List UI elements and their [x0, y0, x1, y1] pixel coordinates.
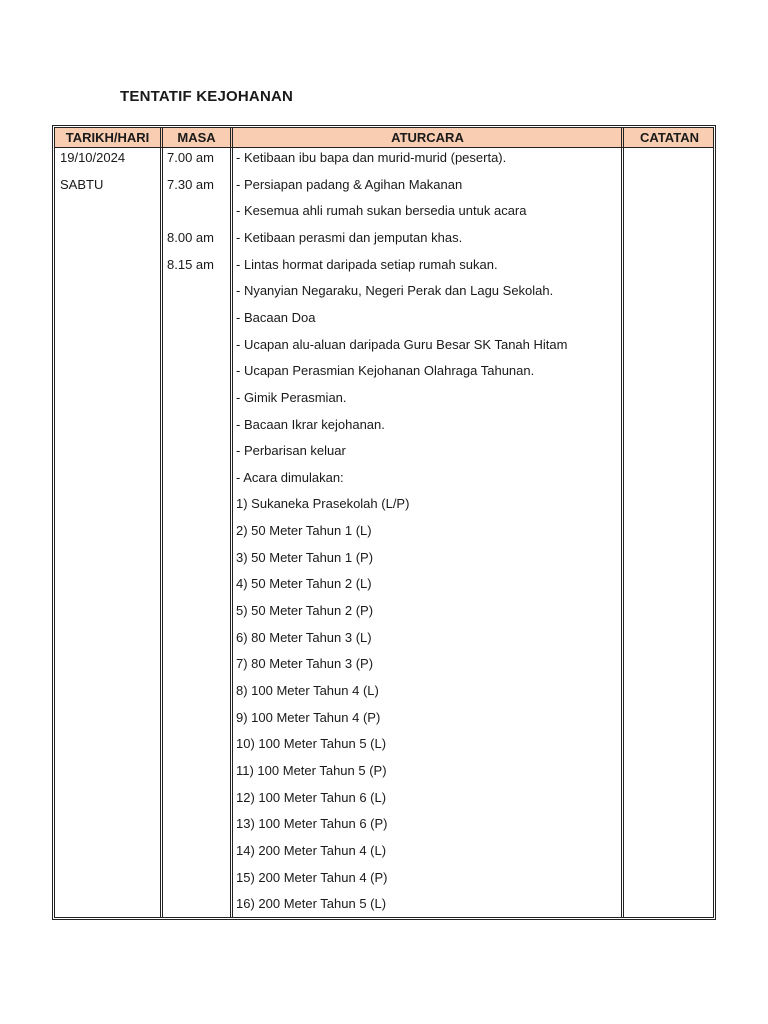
header-notes: CATATAN: [640, 130, 699, 145]
schedule-table-inner: [54, 127, 714, 918]
cell-program: - Ucapan Perasmian Kejohanan Olahraga Tahunan.: [236, 363, 535, 378]
cell-program: - Acara dimulakan:: [236, 470, 344, 485]
cell-program: 2) 50 Meter Tahun 1 (L): [236, 523, 372, 538]
cell-time: 7.00 am: [167, 150, 214, 165]
cell-program: 15) 200 Meter Tahun 4 (P): [236, 870, 388, 885]
column-divider-program: [621, 128, 624, 917]
schedule-table: [52, 125, 716, 920]
header-date: TARIKH/HARI: [65, 130, 150, 145]
cell-program: - Ucapan alu-aluan daripada Guru Besar SK Tanah Hitam: [236, 337, 568, 352]
cell-program: 7) 80 Meter Tahun 3 (P): [236, 656, 374, 671]
cell-date: 19/10/2024: [60, 150, 126, 165]
column-divider-date: [160, 128, 163, 917]
cell-time: 7.30 am: [167, 177, 214, 192]
cell-program: - Bacaan Doa: [236, 310, 316, 325]
cell-program: 10) 100 Meter Tahun 5 (L): [236, 736, 387, 751]
cell-program: - Ketibaan ibu bapa dan murid-murid (peserta).: [236, 150, 507, 165]
cell-program: 16) 200 Meter Tahun 5 (L): [236, 896, 387, 911]
page-title: TENTATIF KEJOHANAN: [120, 88, 294, 105]
header-program: ATURCARA: [391, 130, 464, 145]
cell-program: 8) 100 Meter Tahun 4 (L): [236, 683, 379, 698]
cell-program: 1) Sukaneka Prasekolah (L/P): [236, 496, 410, 511]
cell-program: 9) 100 Meter Tahun 4 (P): [236, 710, 381, 725]
cell-program: 4) 50 Meter Tahun 2 (L): [236, 576, 372, 591]
cell-program: - Lintas hormat daripada setiap rumah sukan.: [236, 257, 498, 272]
cell-program: - Ketibaan perasmi dan jemputan khas.: [236, 230, 463, 245]
cell-program: 5) 50 Meter Tahun 2 (P): [236, 603, 374, 618]
cell-program: 14) 200 Meter Tahun 4 (L): [236, 843, 387, 858]
cell-time: 8.15 am: [167, 257, 214, 272]
column-divider-notes: [715, 128, 716, 917]
cell-program: 12) 100 Meter Tahun 6 (L): [236, 790, 387, 805]
cell-program: - Nyanyian Negaraku, Negeri Perak dan Lagu Sekolah.: [236, 283, 554, 298]
cell-program: 11) 100 Meter Tahun 5 (P): [236, 763, 387, 778]
cell-program: - Gimik Perasmian.: [236, 390, 347, 405]
cell-program: - Persiapan padang & Agihan Makanan: [236, 177, 463, 192]
column-divider-time: [230, 128, 233, 917]
cell-program: 13) 100 Meter Tahun 6 (P): [236, 816, 388, 831]
header-time: MASA: [177, 130, 216, 145]
cell-program: 6) 80 Meter Tahun 3 (L): [236, 630, 372, 645]
cell-program: - Kesemua ahli rumah sukan bersedia untuk acara: [236, 203, 527, 218]
cell-time: 8.00 am: [167, 230, 214, 245]
cell-date: SABTU: [60, 177, 104, 192]
cell-program: - Bacaan Ikrar kejohanan.: [236, 417, 385, 432]
cell-program: - Perbarisan keluar: [236, 443, 346, 458]
cell-program: 3) 50 Meter Tahun 1 (P): [236, 550, 374, 565]
